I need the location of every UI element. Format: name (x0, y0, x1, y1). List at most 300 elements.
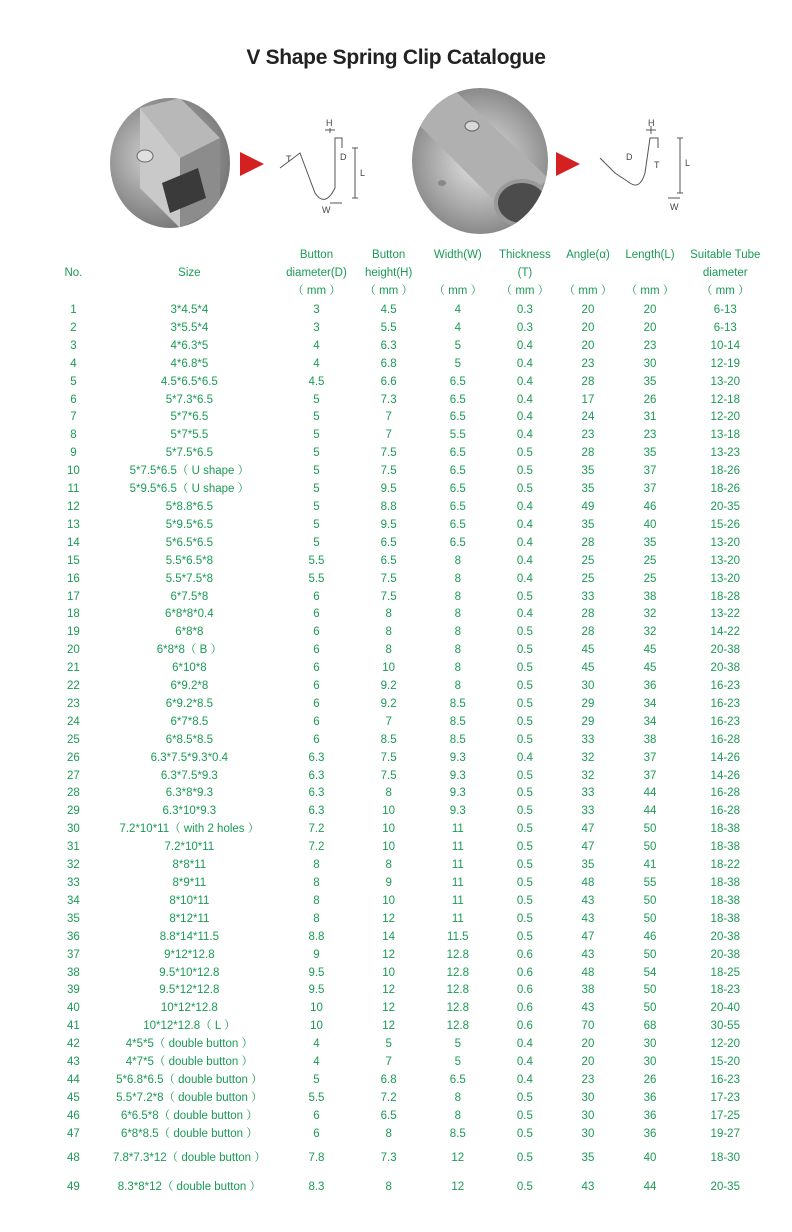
table-cell: 44 (67, 1073, 80, 1086)
table-cell: 20-38 (710, 644, 740, 657)
table-cell: 12 (67, 500, 80, 513)
svg-text:T: T (654, 160, 660, 170)
table-cell: 17-23 (710, 1091, 740, 1104)
table-cell: 10 (310, 1020, 323, 1033)
column-header-line2 (424, 264, 491, 282)
table-cell: 14 (67, 536, 80, 549)
column-header (424, 244, 491, 302)
table-cell: 0.4 (516, 375, 533, 388)
table-cell: 7.2*10*11 (164, 841, 215, 854)
table-cell: 0.4 (516, 1056, 533, 1069)
table-cell: 18-26 (710, 465, 740, 478)
table-cell: 3 (313, 304, 320, 316)
table-cell: 37 (643, 751, 657, 764)
table-cell: 0.5 (516, 590, 533, 603)
table-cell: 5.5 (449, 429, 466, 442)
table-cell: 49 (67, 1180, 80, 1193)
column-header-line3: （ mm ） (500, 285, 550, 297)
table-cell: 20 (581, 1038, 595, 1051)
table-cell: 38 (643, 733, 657, 746)
table-cell: 12 (382, 1020, 396, 1033)
table-cell: 4 (70, 357, 77, 370)
table-cell: 8.5 (449, 697, 466, 710)
table-cell: 14-26 (710, 769, 740, 782)
column-header-line3: （ mm ） (433, 285, 483, 297)
table-cell: 43 (67, 1056, 80, 1069)
table-row (48, 606, 768, 624)
table-body (48, 302, 768, 1202)
table-cell: 6 (313, 733, 320, 746)
table-row (48, 965, 768, 983)
table-cell: 26 (67, 751, 80, 764)
table-cell: 14-22 (710, 626, 740, 639)
table-cell: 9 (313, 948, 320, 961)
table-cell: 41 (67, 1020, 80, 1033)
table-cell: 0.5 (516, 697, 533, 710)
column-header-line1: Angle(α) (566, 249, 610, 261)
column-header-line2: diameter (702, 267, 748, 279)
svg-text:W: W (322, 205, 331, 215)
table-cell: 30 (643, 1056, 657, 1069)
table-row (48, 392, 768, 410)
table-cell: 54 (643, 966, 657, 979)
column-header (280, 244, 353, 302)
table-cell: 8*12*11 (169, 912, 210, 925)
table-cell: 28 (581, 447, 595, 460)
table-cell: 18-38 (710, 894, 740, 907)
table-cell: 6.3 (308, 751, 325, 764)
table-cell: 7.5 (380, 465, 397, 478)
table-cell: 20-35 (710, 500, 740, 513)
table-cell: 0.6 (516, 984, 533, 997)
table-cell: 7.8 (308, 1151, 325, 1164)
table-cell: 6 (313, 1109, 320, 1122)
table-cell: 4 (313, 357, 320, 370)
table-cell: 25 (67, 733, 80, 746)
table-cell: 14 (382, 930, 396, 943)
table-row (48, 1000, 768, 1018)
table-cell: 38 (643, 590, 657, 603)
table-cell: 8*9*11 (172, 877, 207, 889)
table-cell: 0.5 (516, 894, 533, 907)
table-cell: 6 (313, 644, 320, 657)
table-cell: 0.4 (516, 500, 533, 513)
table-cell: 13-20 (710, 554, 740, 567)
table-cell: 10*12*12.8 (160, 1002, 218, 1015)
table-cell: 6 (313, 697, 320, 710)
table-cell: 7 (385, 411, 392, 424)
table-row (48, 911, 768, 929)
table-cell: 8 (313, 877, 320, 889)
column-header-line1: Button (372, 249, 406, 261)
table-cell: 16-23 (710, 1073, 740, 1086)
table-cell: 40 (643, 518, 657, 531)
table-cell: 4 (313, 1056, 320, 1069)
table-cell: 20 (581, 304, 595, 316)
table-cell: 6*10*8 (172, 662, 207, 675)
table-cell: 10 (382, 841, 396, 854)
table-cell: 8*10*11 (169, 894, 210, 907)
table-cell: 0.5 (516, 877, 533, 889)
table-cell: 0.4 (516, 393, 533, 406)
table-cell: 5 (385, 1038, 392, 1051)
table-cell: 20-35 (710, 1180, 740, 1193)
table-cell: 5*9.5*6.5（ U shape ） (129, 483, 250, 496)
column-header-line1: Button (299, 249, 334, 261)
svg-text:H: H (326, 118, 333, 128)
table-cell: 6*7*8.5 (170, 715, 209, 728)
table-cell: 0.5 (516, 1151, 533, 1164)
table-cell: 6 (313, 590, 320, 603)
table-cell: 0.5 (516, 447, 533, 460)
table-cell: 32 (581, 751, 595, 764)
table-row (48, 1144, 768, 1173)
table-cell: 10 (382, 805, 396, 818)
table-row (48, 857, 768, 875)
table-cell: 5 (454, 1056, 461, 1069)
table-cell: 50 (643, 948, 657, 961)
table-cell: 8 (454, 572, 461, 585)
table-cell: 40 (643, 1151, 657, 1164)
table-cell: 18-38 (710, 823, 740, 836)
table-cell: 0.4 (516, 357, 533, 370)
table-cell: 8 (454, 608, 461, 621)
table-cell: 6.5 (380, 554, 397, 567)
column-header-line3: （ mm ） (700, 285, 750, 297)
table-cell: 5.5 (308, 554, 325, 567)
table-cell: 5*8.8*6.5 (165, 500, 214, 513)
table-cell: 12-20 (710, 1038, 740, 1051)
table-cell: 6.5 (449, 393, 466, 406)
table-cell: 11 (451, 823, 464, 836)
table-cell: 49 (581, 500, 595, 513)
table-cell: 48 (581, 877, 595, 889)
table-cell: 70 (581, 1020, 595, 1033)
table-cell: 0.3 (516, 321, 533, 334)
table-cell: 13-22 (710, 608, 740, 621)
table-cell: 47 (581, 823, 595, 836)
column-header-line3: （ mm ） (292, 285, 341, 297)
table-cell: 7.3 (380, 1151, 397, 1164)
table-cell: 16-28 (710, 805, 740, 818)
table-cell: 32 (643, 608, 657, 621)
table-row (48, 678, 768, 696)
table-row (48, 750, 768, 768)
table-cell: 22 (67, 680, 80, 693)
table-cell: 45 (643, 644, 657, 657)
column-header (617, 244, 682, 302)
table-cell: 37 (67, 948, 80, 961)
v-clip-diagram-icon (270, 118, 390, 218)
table-cell: 8.8 (308, 930, 325, 943)
table-cell: 8 (313, 859, 320, 872)
column-header-line2: (T) (517, 267, 533, 279)
table-cell: 8.5 (449, 715, 466, 728)
table-cell: 6 (313, 626, 320, 639)
table-cell: 6.6 (380, 375, 397, 388)
table-cell: 6*8*8 (175, 626, 204, 639)
table-cell: 5*6.5*6.5 (165, 536, 214, 549)
column-header-line1: Suitable Tube (690, 249, 761, 261)
table-cell: 0.4 (516, 1038, 533, 1051)
table-row (48, 463, 768, 481)
column-header-line1: Thickness (499, 249, 551, 261)
table-cell: 6.3 (308, 769, 325, 782)
table-row (48, 1090, 768, 1108)
table-cell: 3 (70, 339, 77, 352)
table-cell: 12.8 (446, 966, 469, 979)
table-cell: 6.3 (308, 805, 325, 818)
table-cell: 0.5 (516, 805, 533, 818)
table-cell: 10 (382, 823, 396, 836)
table-cell: 36 (643, 1127, 657, 1140)
table-cell: 6.3 (308, 787, 325, 800)
table-cell: 8.3 (308, 1180, 325, 1193)
table-cell: 16-23 (710, 715, 740, 728)
table-row (48, 553, 768, 571)
table-row (48, 481, 768, 499)
table-cell: 15 (67, 554, 80, 567)
square-tube-photo (110, 98, 230, 228)
table-cell: 35 (643, 447, 657, 460)
table-cell: 6.5 (449, 518, 466, 531)
table-cell: 26 (643, 1073, 657, 1086)
table-cell: 11 (67, 483, 80, 496)
table-cell: 6-13 (713, 321, 737, 334)
table-cell: 48 (67, 1151, 80, 1164)
table-row (48, 356, 768, 374)
table-row (48, 982, 768, 1000)
table-cell: 0.5 (516, 930, 533, 943)
table-cell: 43 (581, 948, 595, 961)
table-row (48, 624, 768, 642)
table-cell: 18-28 (710, 590, 740, 603)
table-cell: 8 (313, 912, 320, 925)
table-cell: 6.5 (449, 375, 466, 388)
table-cell: 20 (643, 304, 657, 316)
table-cell: 44 (643, 1180, 657, 1193)
table-cell: 13-20 (710, 536, 740, 549)
table-cell: 25 (643, 554, 657, 567)
table-cell: 42 (67, 1038, 80, 1051)
table-cell: 6*8.5*8.5 (165, 733, 214, 746)
table-cell: 44 (643, 787, 657, 800)
table-cell: 18-38 (710, 841, 740, 854)
table-cell: 0.6 (516, 948, 533, 961)
table-cell: 5 (454, 1038, 461, 1051)
table-cell: 3*5.5*4 (170, 321, 209, 334)
table-cell: 8 (454, 680, 461, 693)
table-cell: 7.5 (380, 572, 397, 585)
table-cell: 5.5*7.5*8 (165, 572, 214, 585)
table-cell: 35 (581, 518, 595, 531)
table-cell: 38 (67, 966, 80, 979)
table-cell: 6.5 (449, 465, 466, 478)
table-cell: 18-38 (710, 877, 740, 889)
table-cell: 1 (70, 304, 77, 316)
table-cell: 43 (581, 912, 595, 925)
table-row (48, 320, 768, 338)
table-cell: 31 (643, 411, 657, 424)
table-cell: 9.2 (380, 680, 397, 693)
table-cell: 28 (581, 375, 595, 388)
table-cell: 6.3 (380, 339, 397, 352)
table-row (48, 338, 768, 356)
table-cell: 35 (581, 859, 595, 872)
table-cell: 4.5*6.5*6.5 (160, 375, 218, 388)
table-cell: 13-23 (710, 447, 740, 460)
table-cell: 18-38 (710, 912, 740, 925)
table-row (48, 947, 768, 965)
table-cell: 4*5*5（ double button ） (125, 1038, 253, 1051)
table-cell: 34 (643, 697, 657, 710)
table-cell: 40 (67, 1002, 80, 1015)
table-cell: 6.5 (449, 411, 466, 424)
table-row (48, 571, 768, 589)
table-cell: 10 (67, 465, 80, 478)
table-cell: 33 (581, 805, 595, 818)
table-row (48, 732, 768, 750)
table-cell: 12 (382, 984, 396, 997)
table-cell: 6.5 (380, 1109, 397, 1122)
table-cell: 6 (70, 393, 77, 406)
table-cell: 7.5 (380, 590, 397, 603)
table-cell: 12 (382, 912, 396, 925)
table-cell: 7.8*7.3*12（ double button ） (112, 1151, 266, 1164)
table-cell: 6.8 (380, 1073, 397, 1086)
table-cell: 11 (451, 912, 464, 925)
table-cell: 5 (313, 411, 320, 424)
column-header-line2: height(H) (365, 267, 413, 279)
column-header (558, 244, 617, 302)
table-cell: 8.3*8*12（ double button ） (117, 1180, 261, 1193)
table-cell: 0.4 (516, 554, 533, 567)
column-header (353, 244, 424, 302)
svg-text:W: W (670, 202, 679, 212)
table-cell: 5 (313, 483, 320, 496)
table-cell: 35 (67, 912, 80, 925)
table-cell: 0.5 (516, 465, 533, 478)
table-cell: 8 (385, 1127, 392, 1140)
table-cell: 8 (313, 894, 320, 907)
table-cell: 0.5 (516, 787, 533, 800)
table-row (48, 642, 768, 660)
table-cell: 20-38 (710, 662, 740, 675)
table-cell: 4*7*5（ double button ） (125, 1056, 253, 1069)
table-cell: 0.5 (516, 823, 533, 836)
table-row (48, 374, 768, 392)
table-cell: 16-28 (710, 733, 740, 746)
table-cell: 7.2 (308, 823, 325, 836)
table-cell: 23 (643, 339, 657, 352)
table-cell: 5 (313, 393, 320, 406)
table-cell: 17 (581, 393, 595, 406)
table-cell: 30 (643, 357, 657, 370)
table-cell: 13 (67, 518, 80, 531)
table-cell: 18-23 (710, 984, 740, 997)
table-cell: 3 (313, 321, 320, 334)
table-cell: 8.8*14*11.5 (159, 930, 219, 943)
table-row (48, 1036, 768, 1054)
table-row (48, 1018, 768, 1036)
table-cell: 50 (643, 912, 657, 925)
table-cell: 9.3 (449, 751, 466, 764)
table-cell: 20-38 (710, 930, 740, 943)
table-cell: 11 (451, 894, 464, 907)
table-cell: 41 (643, 859, 657, 872)
table-cell: 7.5 (380, 447, 397, 460)
table-cell: 18-22 (710, 859, 740, 872)
table-cell: 0.5 (516, 1091, 533, 1104)
table-cell: 5*7.5*6.5 (165, 447, 214, 460)
table-cell: 28 (581, 626, 595, 639)
table-cell: 6 (313, 715, 320, 728)
table-row (48, 803, 768, 821)
table-cell: 20 (643, 321, 657, 334)
table-cell: 30-55 (710, 1020, 740, 1033)
table-cell: 0.5 (516, 1109, 533, 1122)
table-cell: 50 (643, 823, 657, 836)
table-cell: 6.8 (380, 357, 397, 370)
table-cell: 12.8 (446, 984, 469, 997)
table-cell: 12 (451, 1180, 465, 1193)
table-row (48, 1054, 768, 1072)
table-cell: 0.4 (516, 429, 533, 442)
table-cell: 7 (385, 715, 392, 728)
spec-table (48, 244, 768, 1202)
table-cell: 2 (70, 321, 77, 334)
table-cell: 6*6.5*8（ double button ） (120, 1109, 258, 1122)
table-cell: 45 (581, 644, 595, 657)
table-cell: 8.5 (380, 733, 397, 746)
table-cell: 45 (581, 662, 595, 675)
table-cell: 38 (581, 984, 595, 997)
table-cell: 10 (382, 662, 396, 675)
table-cell: 6.5 (449, 1073, 466, 1086)
table-cell: 7 (70, 411, 77, 424)
table-cell: 30 (643, 1038, 657, 1051)
table-cell: 36 (67, 930, 80, 943)
column-header-line1: Width(W) (433, 249, 482, 261)
table-cell: 4*6.8*5 (170, 357, 209, 370)
table-cell: 33 (67, 877, 80, 889)
table-cell: 0.4 (516, 751, 533, 764)
table-cell: 33 (581, 733, 595, 746)
table-cell: 28 (581, 536, 595, 549)
table-cell: 43 (581, 1002, 595, 1015)
table-cell: 21 (67, 662, 80, 675)
table-cell: 5.5 (380, 321, 397, 334)
table-row (48, 893, 768, 911)
table-cell: 8 (454, 644, 461, 657)
table-cell: 14-26 (710, 751, 740, 764)
table-cell: 5*7.5*6.5（ U shape ） (129, 465, 250, 478)
table-cell: 9 (70, 447, 77, 460)
table-cell: 0.6 (516, 1020, 533, 1033)
table-cell: 5 (313, 1073, 320, 1086)
table-cell: 7.3 (380, 393, 397, 406)
table-cell: 28 (67, 787, 80, 800)
table-cell: 43 (581, 894, 595, 907)
table-cell: 9*12*12.8 (164, 948, 215, 961)
column-header-line3: （ mm ） (364, 285, 413, 297)
table-cell: 8 (454, 1091, 461, 1104)
column-header-line1: Length(L) (625, 249, 675, 261)
table-row (48, 696, 768, 714)
column-header (683, 244, 768, 302)
table-cell: 20 (67, 644, 80, 657)
table-row (48, 929, 768, 947)
